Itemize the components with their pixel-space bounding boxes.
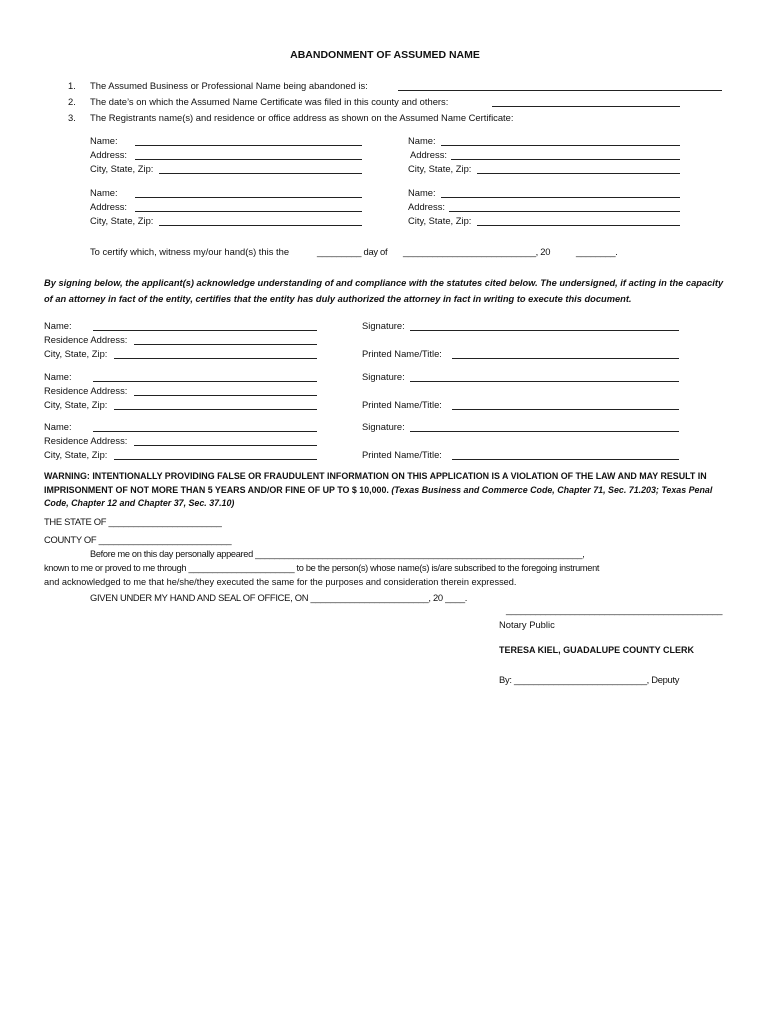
signer-2-city-field[interactable]	[114, 409, 317, 410]
given-line[interactable]: GIVEN UNDER MY HAND AND SEAL OF OFFICE, ON ________________________, 20 ____.	[90, 592, 468, 603]
item-3-text: The Registrants name(s) and residence or office address as shown on the Assumed Name Certificate:	[90, 112, 514, 123]
acknowledged-line: and acknowledged to me that he/she/they executed the same for the purposes and consideration therein expressed.	[44, 577, 517, 587]
signer-3-city-field[interactable]	[114, 459, 317, 460]
signer-2-residence-field[interactable]	[134, 395, 317, 396]
signer-2-name-field[interactable]	[93, 381, 317, 382]
registrant-2-address-field[interactable]	[451, 159, 680, 160]
registrant-4-city-field[interactable]	[477, 225, 680, 226]
signer-3-residence-label: Residence Address:	[44, 435, 128, 446]
signer-3-name-field[interactable]	[93, 431, 317, 432]
signer-2-printed-label: Printed Name/Title:	[362, 399, 442, 410]
registrant-2-address-label: Address:	[410, 149, 447, 160]
signer-3-city-label: City, State, Zip:	[44, 449, 108, 460]
warning-citation: (Texas Business and Commerce Code, Chapter 71, Sec. 71.203; Texas Penal Code, Chapter 12 and Chapter 37, Sec. 37.10)	[44, 484, 713, 508]
appeared-line[interactable]: Before me on this day personally appeared ____________________________________________________________________,	[90, 549, 585, 559]
registrant-2-city-field[interactable]	[477, 173, 680, 174]
filing-dates-field[interactable]	[492, 106, 680, 107]
registrant-3-address-label: Address:	[90, 201, 127, 212]
registrant-1-address-label: Address:	[90, 149, 127, 160]
signer-1-printed-field[interactable]	[452, 358, 679, 359]
registrant-2-city-label: City, State, Zip:	[408, 163, 472, 174]
signer-1-residence-label: Residence Address:	[44, 334, 128, 345]
registrant-1-city-field[interactable]	[159, 173, 362, 174]
registrant-4-address-field[interactable]	[449, 211, 680, 212]
signer-2-residence-label: Residence Address:	[44, 385, 128, 396]
item-2-text: The date’s on which the Assumed Name Certificate was filed in this county and others:	[90, 96, 449, 107]
signer-2-signature-label: Signature:	[362, 371, 405, 382]
certify-year-field[interactable]: ________.	[576, 246, 618, 257]
registrant-2-name-field[interactable]	[441, 145, 680, 146]
signer-3-signature-label: Signature:	[362, 421, 405, 432]
warning-text: WARNING: INTENTIONALLY PROVIDING FALSE OR FRAUDULENT INFORMATION ON THIS APPLICATION IS A VIOLATION OF THE LAW AND MAY RESULT IN IMPRISONMENT OF NOT MORE THAN 5 YEARS AND/OR FINE OF UP TO $ 10,000.	[44, 471, 707, 495]
signer-1-signature-label: Signature:	[362, 320, 405, 331]
signer-1-printed-label: Printed Name/Title:	[362, 348, 442, 359]
signer-1-residence-field[interactable]	[134, 344, 317, 345]
certify-month-field[interactable]: ___________________________, 20	[403, 246, 551, 257]
item-1-number: 1.	[68, 80, 76, 91]
document-title: ABANDONMENT OF ASSUMED NAME	[290, 49, 480, 61]
item-3-number: 3.	[68, 112, 76, 123]
state-of-field[interactable]: THE STATE OF _______________________	[44, 516, 222, 527]
registrant-2-name-label: Name:	[408, 135, 436, 146]
signer-2-city-label: City, State, Zip:	[44, 399, 108, 410]
registrant-3-city-field[interactable]	[159, 225, 362, 226]
warning-paragraph	[44, 470, 734, 511]
signer-1-city-label: City, State, Zip:	[44, 348, 108, 359]
deputy-line[interactable]: By: ___________________________, Deputy	[499, 674, 680, 685]
known-line[interactable]: known to me or proved to me through ______________________ to be the person(s) whose name(s) is/are subscribed to the foregoing instrument	[44, 563, 600, 573]
registrant-1-name-label: Name:	[90, 135, 118, 146]
registrant-4-address-label: Address:	[408, 201, 445, 212]
signer-2-printed-field[interactable]	[452, 409, 679, 410]
item-1-text: The Assumed Business or Professional Name being abandoned is:	[90, 80, 368, 91]
county-clerk-name: TERESA KIEL, GUADALUPE COUNTY CLERK	[499, 645, 695, 655]
acknowledgement-paragraph: By signing below, the applicant(s) acknowledge understanding of and compliance with the statutes cited below. The undersigned, if acting in the capacity of an attorney in fact of the entity, certifies that the entity has duly authorized the attorney in fact in writing to execute this document.	[44, 278, 724, 304]
signer-1-name-label: Name:	[44, 320, 72, 331]
signer-1-name-field[interactable]	[93, 330, 317, 331]
signer-2-name-label: Name:	[44, 371, 72, 382]
signer-3-printed-field[interactable]	[452, 459, 679, 460]
registrant-4-name-field[interactable]	[441, 197, 680, 198]
registrant-3-name-label: Name:	[90, 187, 118, 198]
notary-public-label: Notary Public	[499, 619, 555, 630]
signer-3-printed-label: Printed Name/Title:	[362, 449, 442, 460]
registrant-3-address-field[interactable]	[135, 211, 362, 212]
certify-text: To certify which, witness my/our hand(s) this the	[90, 246, 290, 257]
item-2-number: 2.	[68, 96, 76, 107]
notary-signature-line[interactable]: ____________________________________________	[506, 604, 723, 615]
abandoned-name-field[interactable]	[398, 90, 722, 91]
signer-3-signature-field[interactable]	[410, 431, 679, 432]
registrant-3-name-field[interactable]	[135, 197, 362, 198]
signer-3-name-label: Name:	[44, 421, 72, 432]
registrant-3-city-label: City, State, Zip:	[90, 215, 154, 226]
certify-day-field[interactable]: _________ day of	[317, 246, 388, 257]
registrant-1-city-label: City, State, Zip:	[90, 163, 154, 174]
registrant-4-name-label: Name:	[408, 187, 436, 198]
signer-1-city-field[interactable]	[114, 358, 317, 359]
registrant-1-name-field[interactable]	[135, 145, 362, 146]
signer-1-signature-field[interactable]	[410, 330, 679, 331]
signer-3-residence-field[interactable]	[134, 445, 317, 446]
signer-2-signature-field[interactable]	[410, 381, 679, 382]
county-of-field[interactable]: COUNTY OF ___________________________	[44, 534, 232, 545]
registrant-4-city-label: City, State, Zip:	[408, 215, 472, 226]
registrant-1-address-field[interactable]	[135, 159, 362, 160]
